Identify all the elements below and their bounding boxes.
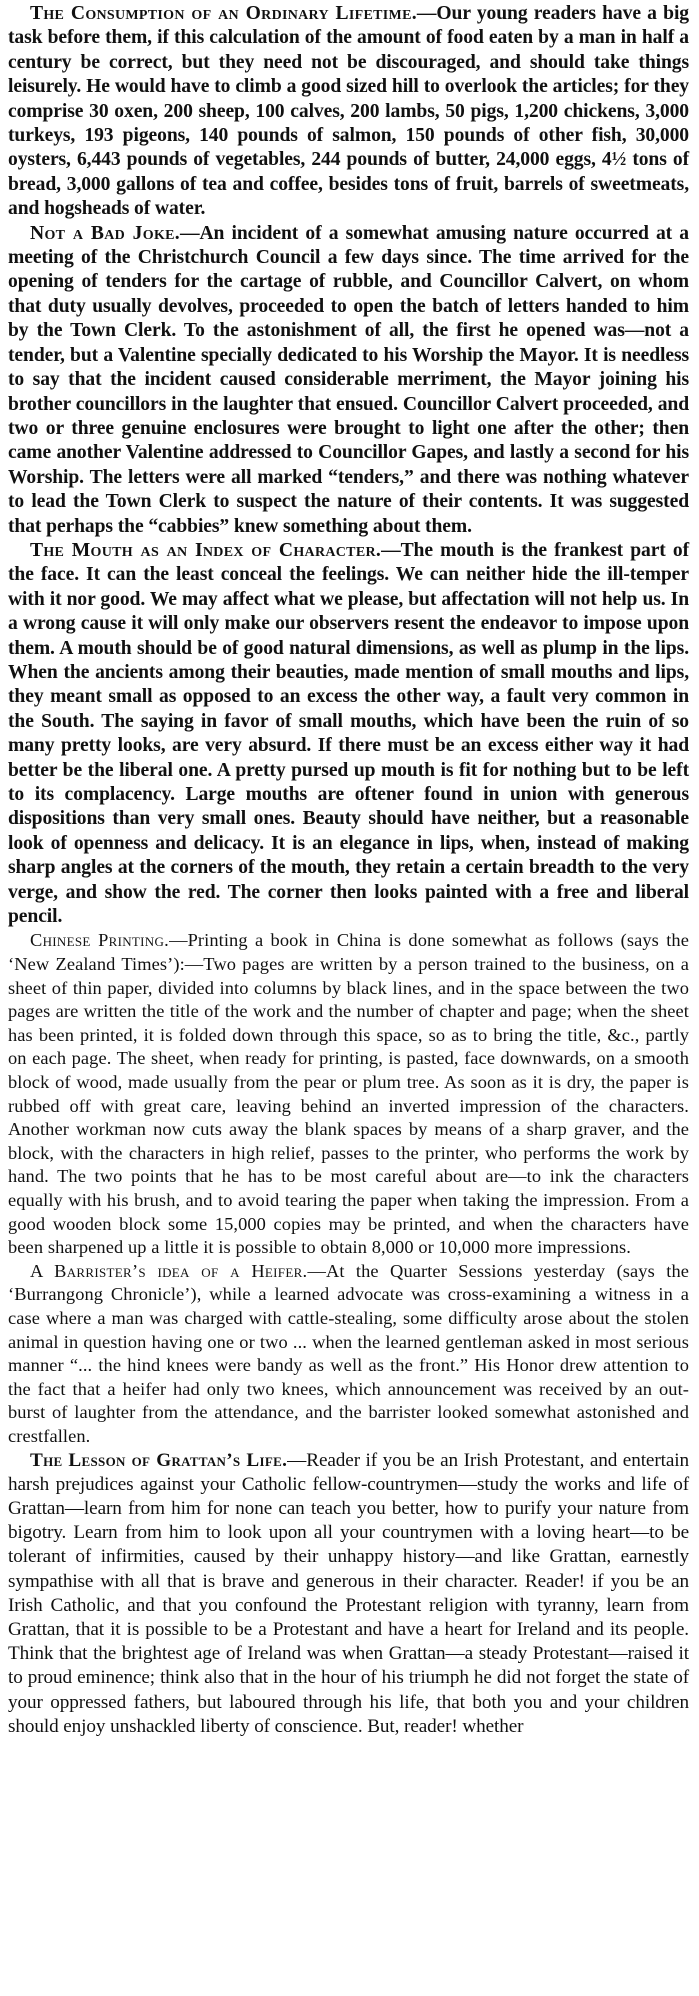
article-heading: Chinese Printing. xyxy=(30,930,170,951)
article-barrister-heifer xyxy=(8,1260,689,1449)
article-separator: — xyxy=(179,222,200,244)
article-not-a-bad-joke xyxy=(8,222,689,539)
article-heading: The Mouth as an Index of Character. xyxy=(30,539,382,561)
article-chinese-printing xyxy=(8,929,689,1259)
article-body: Our young readers have a big task before them, if this calculation of the amount of food eaten by a man in half a century be correct, but they need not be discouraged, and should take things leisurely. He would have to climb a good sized hill to overlook the articles; for they comprise 30 oxen, 200 sheep, 100 calves, 200 lambs, 50 pigs, 1,200 chickens, 3,000 turkeys, 193 pigeons, 140 pounds of salmon, 150 pounds of other fish, 30,000 oysters, 6,443 pounds of vegetables, 244 pounds of butter, 24,000 eggs, 4½ tons of bread, 3,000 gallons of tea and coffee, besides tons of fruit, barrels of sweetmeats, and hogsheads of water. xyxy=(8,3,689,220)
article-heading: The Lesson of Grattan’s Life. xyxy=(30,1449,288,1471)
article-separator: — xyxy=(416,3,437,24)
article-separator: — xyxy=(287,1449,307,1471)
article-heading: A Barrister’s idea of a Heifer. xyxy=(30,1260,308,1281)
article-separator: — xyxy=(307,1260,326,1281)
article-heading: Not a Bad Joke. xyxy=(30,222,180,244)
article-separator: — xyxy=(381,539,401,561)
article-body: The mouth is the frankest part of the face. It can the least conceal the feelings. We can neither hide the ill-temper with it nor good. We may affect what we please, but affectation will not help us. In a wrong cause it will only make our observers resent the endeavor to impose upon them. A mouth should be of good natural dimensions, as well as plump in the lips. When the ancients among their beauties, made mention of small mouths and lips, they meant small as opposed to an excess the other way, a fault very common in the South. The saying in favor of small mouths, which have been the ruin of so many pretty looks, are very absurd. If there must be an excess either way it had better be the liberal one. A pretty pursed up mouth is fit for nothing but to be left to its complacency. Large mouths are oftener found in union with generous dispositions than very small ones. Beauty should have neither, but a reasonable look of openness and delicacy. It is an elegance in lips, when, instead of making sharp angles at the corners of the mouth, they retain a certain breadth to the very verge, and show the red. The corner then looks painted with a free and liberal pencil. xyxy=(8,539,689,928)
article-separator: — xyxy=(169,930,188,951)
article-lesson-grattan xyxy=(8,1449,689,1739)
article-heading: The Consumption of an Ordinary Lifetime. xyxy=(30,3,417,24)
article-mouth-index-character xyxy=(8,539,689,930)
article-body: Reader if you be an Irish Protestant, and entertain harsh prejudices against your Catholic fellow-countrymen—study the works and life of Grattan—learn from him for none can teach you better, how to purify your nature from bigotry. Learn from him to look upon all your countrymen with a loving heart—to be tolerant of infirmities, caused by their unhappy history—and like Grattan, earnestly sympathise with all that is brave and generous in their character. Reader! if you be an Irish Catholic, and that you confound the Protestant religion with tyranny, learn from Grattan, that it is possible to be a Protestant and have a heart for Ireland and its people. Think that the brightest age of Ireland was when Grattan—a steady Protestant—raised it to proud eminence; think also that in the hour of his triumph he did not forget the state of your oppressed fathers, but laboured through his life, that both you and your children should enjoy unshackled liberty of conscience. But, reader! whether xyxy=(8,1449,689,1737)
article-body: At the Quarter Sessions yesterday (says the ‘Burrangong Chronicle’), while a learned advocate was cross-examining a witness in a case where a man was charged with cattle-stealing, some difficulty arose about the stolen animal in question having one or two ... when the learned gentleman asked in most serious manner “... the hind knees were bandy as well as the front.” His Honor drew attention to the fact that a heifer had only two knees, which announcement was received by an out-burst of laughter from the attendance, and the barrister looked somewhat astonished and crestfallen. xyxy=(8,1260,690,1446)
article-body: An incident of a somewhat amusing nature occurred at a meeting of the Christchurch Council a few days since. The time arrived for the opening of tenders for the cartage of rubble, and Councillor Calvert, on whom that duty usually devolves, proceeded to open the batch of letters handed to him by the Town Clerk. To the astonishment of all, the first he opened was—not a tender, but a Valentine specially dedicated to his Worship the Mayor. It is needless to say that the incident caused considerable merriment, the Mayor joining his brother councillors in the laughter that ensued. Councillor Calvert proceeded, and two or three genuine enclosures were brought to light one after the other; then came another Valentine addressed to Councillor Gapes, and lastly a second for his Worship. The letters were all marked “tenders,” and there was nothing whatever to lead the Town Clerk to suspect the nature of their contents. It was suggested that perhaps the “cabbies” knew something about them. xyxy=(8,222,689,537)
article-consumption-lifetime xyxy=(8,2,689,222)
article-body: Printing a book in China is done somewhat as follows (says the ‘New Zealand Times’):—Two pages are written by a person trained to the business, on a sheet of thin paper, divided into columns by black lines, and in the space between the two pages are written the title of the work and the number of chapter and page; when the sheet has been printed, it is folded down through this space, so as to bring the title, &c., partly on each page. The sheet, when ready for printing, is pasted, face downwards, on a smooth block of wood, made usually from the pear or plum tree. As soon as it is dry, the paper is rubbed off with great care, leaving behind an inverted impression of the characters. Another workman now cuts away the blank spaces by means of a sharp graver, and the block, with the characters in high relief, passes to the printer, who performs the work by hand. The two points that he has to be most careful about are—to ink the characters equally with his brush, and to avoid tearing the paper when taking the impression. From a good wooden block some 15,000 copies may be printed, and when the characters have been sharpened up a little it is possible to obtain 8,000 or 10,000 more impressions. xyxy=(8,930,689,1258)
